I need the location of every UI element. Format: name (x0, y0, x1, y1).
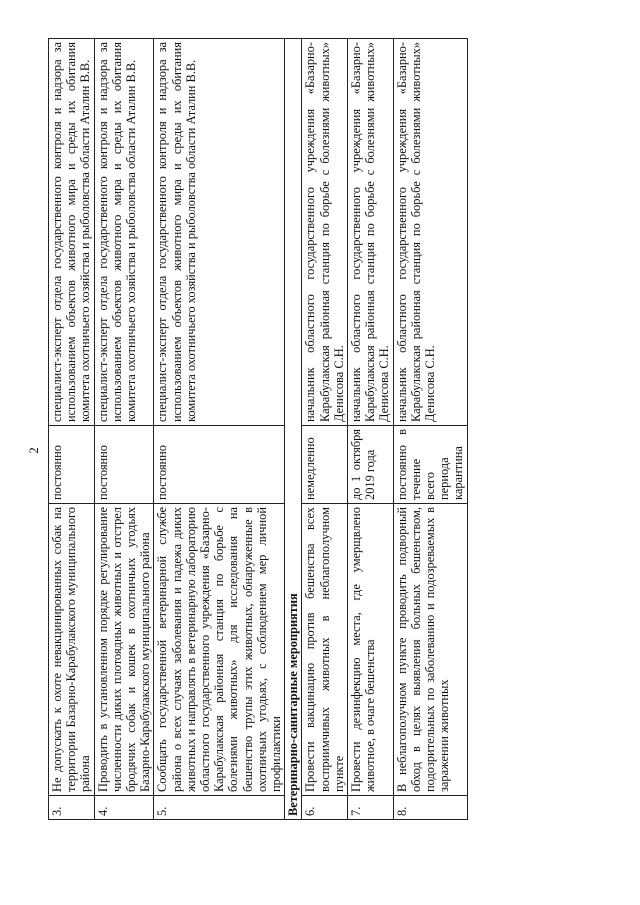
row-responsible: начальник областного государственного учреждения «Базарно-Карабулакская районная станция по борьбе с болезнями животных» Денисова С.Н. (393, 39, 467, 426)
row-term: постоянно (154, 426, 285, 504)
table-row (154, 39, 285, 820)
table-row (302, 39, 348, 820)
row-action: Провести дезинфекцию места, где умерщвлено животное, в очаге бешенства (348, 504, 394, 796)
row-responsible: начальник областного государственного учреждения «Базарно-Карабулакская районная станция по борьбе с болезнями животных» Денисова С.Н. (348, 39, 394, 426)
row-number: 5. (154, 796, 285, 820)
page-number: 2 (26, 447, 41, 454)
row-term: до 1 октября 2019 года (348, 426, 394, 504)
table-row (393, 39, 467, 820)
row-number: 8. (393, 796, 467, 820)
row-term: постоянно (49, 426, 95, 504)
row-number: 6. (302, 796, 348, 820)
row-responsible: специалист-эксперт отдела государственного контроля и надзора за использованием объектов животного мира и среды их обитания комитета охотничьего хозяйства и рыболовства области Аталин В.В. (154, 39, 285, 426)
row-action: Проводить в установленном порядке регулирование численности диких плотоядных животных и отстрел бродячих собак и кошек в охотничьих угодьях Базарно-Карабулакского муниципального района (94, 504, 154, 796)
row-term: постоянно (94, 426, 154, 504)
section-header-row (285, 39, 302, 820)
row-number: 7. (348, 796, 394, 820)
rotated-page (0, 13, 640, 888)
row-term: постоянно в течение всего периода карантина (393, 426, 467, 504)
row-responsible: специалист-эксперт отдела государственного контроля и надзора за использованием объектов животного мира и среды их обитания комитета охотничьего хозяйства и рыболовства области Аталин В.В. (94, 39, 154, 426)
section-title: Ветеринарно-санитарные мероприятия (285, 39, 302, 820)
row-action: В неблагополучном пункте проводить подворный обход в целях выявления больных бешенством, подозрительных по заболеванию и подозреваемых в заражении животных (393, 504, 467, 796)
row-responsible: начальник областного государственного учреждения «Базарно-Карабулакская районная станция по борьбе с болезнями животных» Денисова С.Н. (302, 39, 348, 426)
row-action: Провести вакцинацию против бешенства всех восприимчивых животных в неблагополучном пункте (302, 504, 348, 796)
table-row (348, 39, 394, 820)
table-row (94, 39, 154, 820)
row-number: 3. (49, 796, 95, 820)
row-responsible: специалист-эксперт отдела государственного контроля и надзора за использованием объектов животного мира и среды их обитания комитета охотничьего хозяйства и рыболовства области Аталин В.В. (49, 39, 95, 426)
row-action: Не допускать к охоте невакцинированных собак на территории Базарно-Карабулакского муниципального района (49, 504, 95, 796)
measures-table (48, 38, 468, 820)
row-action: Сообщать государственной ветеринарной службе района о всех случаях заболевания и падежа диких животных и направлять в ветеринарную лабораторию областного государственного учреждения «Базарно-Карабулакская районная станция по борьбе с болезнями животных» для исследования на бешенство трупы этих животных, обнаруженные в охотничьих угодьях, с соблюдением мер личной профилактики (154, 504, 285, 796)
row-term: немедленно (302, 426, 348, 504)
table-row (49, 39, 95, 820)
row-number: 4. (94, 796, 154, 820)
